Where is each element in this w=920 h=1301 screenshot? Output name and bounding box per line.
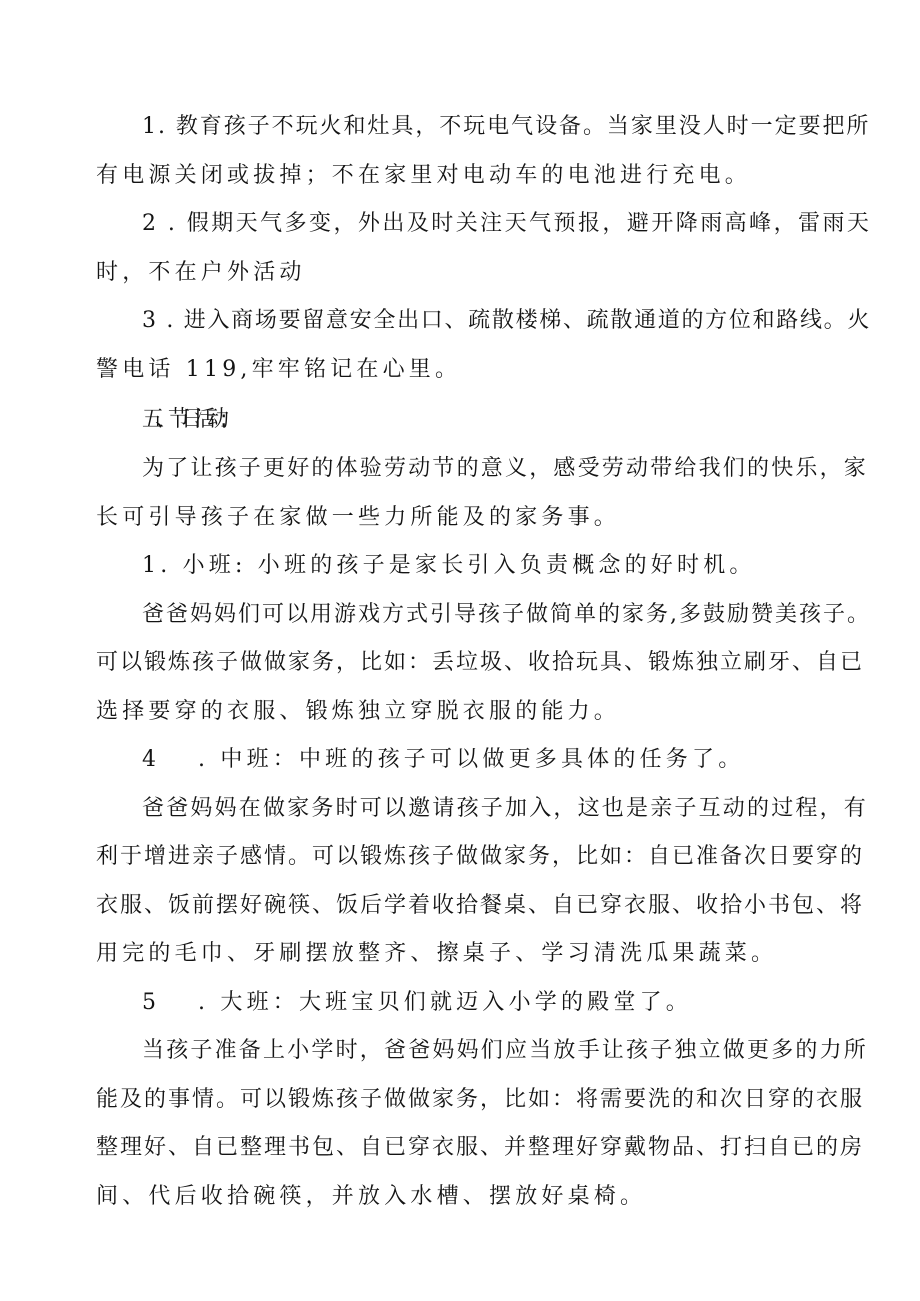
big-class-line2: 能及的事情。可以锻炼孩子做做家务，比如：将需要洗的和次日穿的衣服	[96, 1087, 865, 1112]
middle-class-line3: 衣服、饭前摆好碗筷、饭后学着收拾餐桌、自已穿衣服、收拾小书包、将	[96, 893, 865, 918]
para2-line1: 2 . 假期天气多变，外出及时关注天气预报，避开降雨高峰，雷雨天	[142, 211, 872, 236]
middle-class-line4: 用完的毛巾、牙刷摆放整齐、擦桌子、学习清洗瓜果蔬菜。	[96, 941, 778, 966]
big-class-title: . 大班：大班宝贝们就迈入小学的殿堂了。	[198, 990, 692, 1015]
middle-class-title-row	[142, 745, 836, 775]
small-class-title: 1. 小班: 小班的孩子是家长引入负责概念的好时机。	[142, 553, 756, 578]
small-class-line1: 爸爸妈妈们可以用游戏方式引导孩子做简单的家务,多鼓励赞美孩子。	[142, 602, 871, 627]
para1-line2: 有电源关闭或拔掉；不在家里对电动车的电池进行充电。	[96, 163, 752, 188]
para2-line2: 时，不在户外活动	[96, 260, 306, 285]
intro-line2: 长可引导孩子在家做一些力所能及的家务事。	[96, 505, 621, 530]
intro-line1: 为了让孩子更好的体验劳动节的意义，感受劳动带给我们的快乐，家	[142, 456, 869, 481]
big-class-line1: 当孩子准备上小学时，爸爸妈妈们应当放手让孩子独立做更多的力所	[142, 1038, 869, 1063]
middle-class-line1: 爸爸妈妈在做家务时可以邀请孩子加入，这也是亲子互动的过程，有	[142, 796, 869, 821]
big-class-line3: 整理好、自已整理书包、自已穿衣服、并整理好穿戴物品、打扫自已的房	[96, 1135, 865, 1160]
para3-line2: 警电话 119,牢牢铭记在心里。	[96, 357, 462, 382]
middle-class-title: . 中班：中班的孩子可以做更多具体的任务了。	[198, 747, 745, 772]
big-class-title-row	[142, 988, 836, 1018]
small-class-line2: 可以锻炼孩子做做家务，比如：丢垃圾、收拾玩具、锻炼独立刷牙、自已	[96, 650, 865, 675]
section-heading: 五、节日活动:	[142, 407, 219, 432]
big-class-number: 5	[142, 990, 161, 1015]
big-class-line4: 间、代后收拾碗筷，并放入水槽、摆放好桌椅。	[96, 1184, 647, 1209]
small-class-line3: 选择要穿的衣服、锻炼独立穿脱衣服的能力。	[96, 699, 621, 724]
middle-class-number: 4	[142, 747, 161, 772]
para3-line1: 3 . 进入商场要留意安全出口、疏散楼梯、疏散通道的方位和路线。火	[142, 308, 872, 333]
middle-class-line2: 利于增进亲子感情。可以锻炼孩子做做家务，比如：自已准备次日要穿的	[96, 844, 865, 869]
para1-line1: 1. 教育孩子不玩火和灶具，不玩电气设备。当家里没人时一定要把所	[142, 114, 871, 139]
